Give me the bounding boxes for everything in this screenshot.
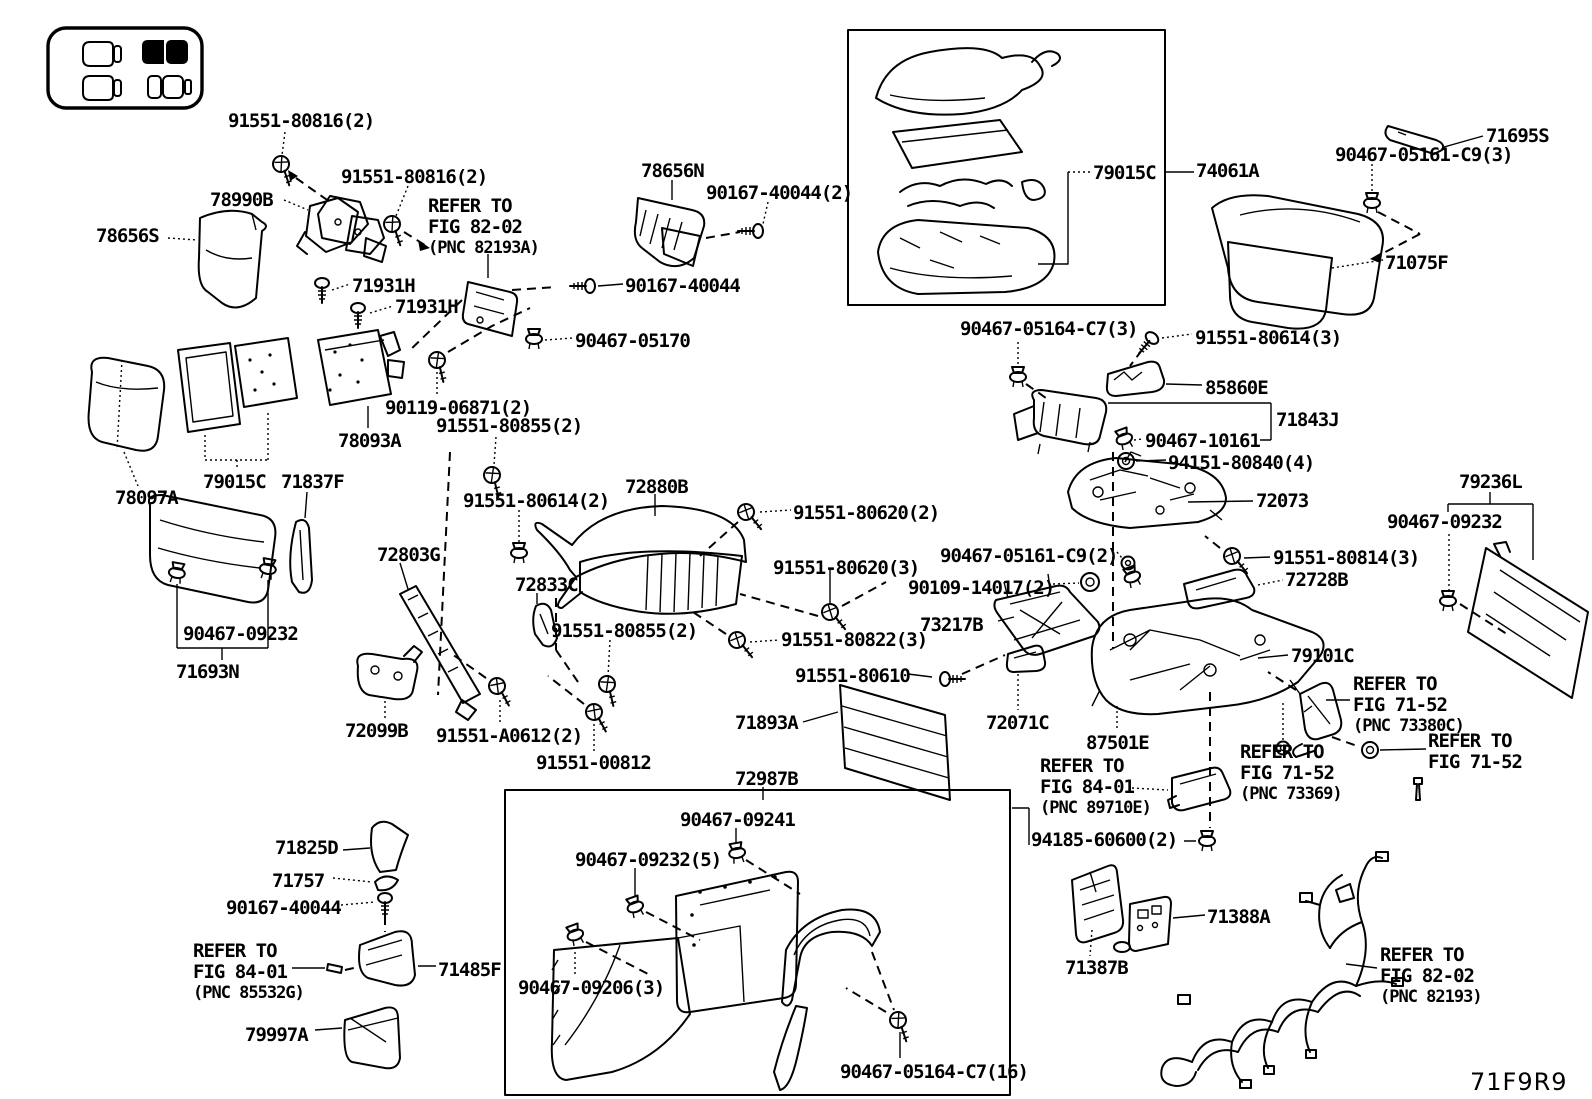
part-label: 72728B (1285, 569, 1348, 591)
part-label: 91551-A0612(2) (436, 725, 583, 747)
part-label: 71075F (1385, 252, 1448, 274)
part-label: 90467-05164-C7(16) (840, 1061, 1028, 1083)
refer-note-line: REFER TO (428, 195, 512, 217)
part-label: 72880B (625, 476, 688, 498)
part-label: 94151-80840(4) (1168, 452, 1315, 474)
part-label: 71893A (735, 712, 798, 734)
part-label: 71485F (438, 959, 501, 981)
part-label: 91551-80614(3) (1195, 327, 1342, 349)
part-label: 78656S (96, 225, 159, 247)
part-label: 91551-80855(2) (551, 620, 698, 642)
part-label: 78093A (338, 430, 401, 452)
part-label: 74061A (1196, 160, 1259, 182)
recliner-frame-group (994, 552, 1143, 655)
refer-note-line: FIG 82-02 (428, 216, 522, 238)
refer-note (1380, 945, 1482, 1008)
part-label: 72803G (377, 544, 440, 566)
part-label: 90167-40044 (226, 897, 341, 919)
refer-note-line: FIG 82-02 (1380, 965, 1474, 987)
part-label: 78097A (115, 487, 178, 509)
part-label: 79015C (203, 471, 266, 493)
part-label: 91551-80620(2) (793, 502, 940, 524)
part-label: 71837F (281, 471, 344, 493)
part-label: 91551-80816(2) (341, 166, 488, 188)
refer-note-line: FIG 84-01 (193, 961, 287, 983)
cushion-frame-72073 (1068, 452, 1283, 608)
part-label: 71695S (1486, 125, 1549, 147)
part-label: 90167-40044(2) (706, 182, 853, 204)
part-label: 90167-40044 (625, 275, 740, 297)
part-label: 90109-14017(2) (908, 577, 1055, 599)
part-label: 71931H (352, 275, 415, 297)
part-label: 91551-80610 (795, 665, 910, 687)
refer-note-line: (PNC 85532G) (193, 983, 304, 1003)
part-label: 71387B (1065, 957, 1128, 979)
refer-note-line: REFER TO (1428, 730, 1512, 752)
part-label: 90467-09206(3) (518, 977, 665, 999)
top-left-cluster (168, 132, 430, 328)
refer-note-line: REFER TO (1353, 673, 1437, 695)
part-label: 91551-80822(3) (781, 629, 928, 651)
part-label: 87501E (1086, 732, 1149, 754)
part-label: 79101C (1291, 645, 1354, 667)
part-label: 78990B (210, 189, 273, 211)
refer-note-line: REFER TO (1380, 944, 1464, 966)
part-label: 90467-05170 (575, 330, 690, 352)
part-label: 90467-09232 (1387, 511, 1502, 533)
trim-detail-box (505, 787, 1010, 1095)
refer-note (193, 941, 304, 1004)
part-label: 90467-05161-C9(3) (1335, 144, 1513, 166)
part-label: 72987B (735, 768, 798, 790)
refer-note (1240, 742, 1342, 805)
refer-note (428, 196, 539, 259)
refer-note-line: (PNC 82193A) (428, 238, 539, 258)
left-middle-cluster (89, 330, 404, 593)
part-label: 91551-80614(2) (463, 490, 610, 512)
part-label: 72833C (515, 574, 578, 596)
part-label: 72073 (1256, 490, 1309, 512)
refer-note-line: FIG 71-52 (1353, 694, 1447, 716)
refer-note-line: REFER TO (193, 940, 277, 962)
part-label: 91551-80816(2) (228, 110, 375, 132)
refer-note-line: (PNC 82193) (1380, 987, 1482, 1007)
part-label: 90467-10161 (1145, 430, 1260, 452)
refer-note-line: (PNC 89710E) (1040, 798, 1151, 818)
part-label: 72099B (345, 720, 408, 742)
part-label: 71843J (1276, 409, 1339, 431)
part-label: 90467-09232(5) (575, 849, 722, 871)
part-label: 91551-80620(3) (773, 557, 920, 579)
part-label: 71693N (176, 661, 239, 683)
part-label: 90119-06871(2) (385, 397, 532, 419)
refer-note-line: FIG 84-01 (1040, 776, 1134, 798)
part-label: 73217B (920, 614, 983, 636)
part-label: 79236L (1459, 471, 1522, 493)
part-label: 90467-09241 (680, 809, 795, 831)
part-label: 90467-05164-C7(3) (960, 318, 1138, 340)
part-label: 79997A (245, 1024, 308, 1046)
refer-note-line: (PNC 73369) (1240, 784, 1342, 804)
refer-note (1040, 756, 1151, 819)
part-label: 71931H (395, 296, 458, 318)
refer-note-line: FIG 71-52 (1428, 751, 1522, 773)
part-label: 78656N (641, 160, 704, 182)
part-label: 79015C (1093, 162, 1156, 184)
part-label: 72071C (986, 712, 1049, 734)
part-label: 71825D (275, 837, 338, 859)
part-label: 85860E (1205, 377, 1268, 399)
figure-code: 71F9R9 (1470, 1068, 1568, 1096)
part-label: 71757 (272, 870, 325, 892)
part-label: 90467-05161-C9(2) (940, 545, 1118, 567)
refer-note-line: FIG 71-52 (1240, 762, 1334, 784)
part-label: 91551-80814(3) (1273, 547, 1420, 569)
refer-note (1428, 731, 1522, 773)
part-label: 91551-80855(2) (436, 415, 583, 437)
part-label: 94185-60600(2) (1031, 829, 1178, 851)
part-label: 90467-09232 (183, 623, 298, 645)
part-label: 71388A (1207, 906, 1270, 928)
refer-note (1353, 674, 1464, 737)
refer-note-line: REFER TO (1040, 755, 1124, 777)
part-label: 91551-00812 (536, 752, 651, 774)
car-location-inset-icon (48, 28, 202, 108)
refer-note-line: (PNC 73380C) (1353, 716, 1464, 736)
refer-note-line: REFER TO (1240, 741, 1324, 763)
